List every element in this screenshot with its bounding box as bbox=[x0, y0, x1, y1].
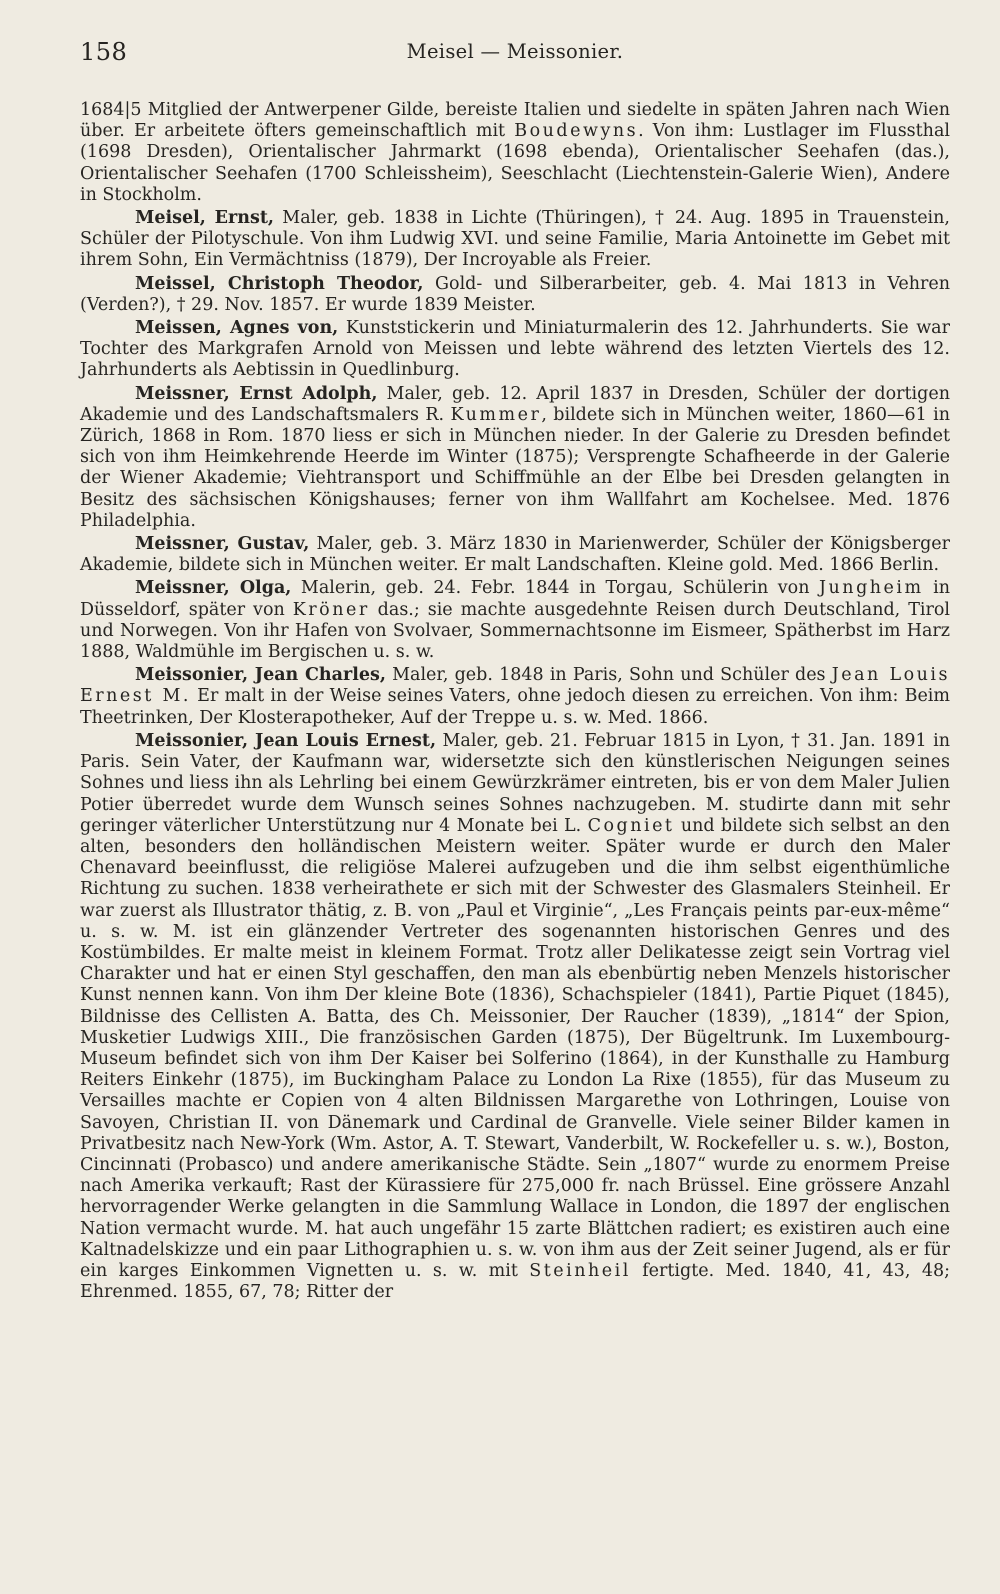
page-header bbox=[80, 38, 950, 72]
entry-name: Meissen, Agnes von, bbox=[135, 318, 339, 339]
entry-name: Meissner, Gustav, bbox=[135, 534, 310, 555]
text-body bbox=[80, 100, 950, 1305]
entry-paragraph: Meissner, Gustav, Maler, geb. 3. März 1830 in Marienwerder, Schüler der Königsberger Akademie, bildete sich in München weiter. Er malt Landschaften. Kleine gold. Med. 1866 Berlin. bbox=[80, 534, 951, 576]
entry-paragraph: Meissel, Christoph Theodor, Gold- und Silberarbeiter, geb. 4. Mai 1813 in Vehren (Verden?), † 29. Nov. 1857. Er wurde 1839 Meister. bbox=[80, 273, 950, 315]
entry-name: Meisel, Ernst, bbox=[135, 208, 274, 229]
entry-paragraph: Meissen, Agnes von, Kunststickerin und Miniaturmalerin des 12. Jahrhunderts. Sie war Tochter des Markgrafen Arnold von Meissen und lebte während des letzten Viertels des 12. Jahrhunderts als Aebtissin in Quedlinburg. bbox=[80, 318, 950, 381]
entry-paragraph: Meisel, Ernst, Maler, geb. 1838 in Lichte (Thüringen), † 24. Aug. 1895 in Trauenstein, Schüler der Pilotyschule. Von ihm Ludwig XVI. und seine Familie, Maria Antoinette im Gebet mit ihrem Sohn, Ein Vermächtniss (1879), Der Incroyable als Freier. bbox=[80, 208, 950, 271]
entry-paragraph: Meissonier, Jean Charles, Maler, geb. 1848 in Paris, Sohn und Schüler des Jean Louis Ernest M. Er malt in der Weise seines Vaters, ohne jedoch diesen zu erreichen. Von ihm: Beim Theetrinken, Der Klosterapotheker, Auf der Treppe u. s. w. Med. 1866. bbox=[80, 665, 950, 728]
entry-paragraph: Meissner, Ernst Adolph, Maler, geb. 12. April 1837 in Dresden, Schüler der dortigen Akademie und des Landschaftsmalers R. Kummer, bildete sich in München weiter, 1860—61 in Zürich, 1868 in Rom. 1870 liess er sich in München nieder. In der Galerie zu Dresden befindet sich von ihm Heimkehrende Heerde im Winter (1875); Versprengte Schafheerde in der Galerie der Wiener Akademie; Viehtransport und Schiffmühle an der Elbe bei Dresden gelangten in Besitz des sächsischen Königshauses; ferner von ihm Wallfahrt am Kochelsee. Med. 1876 Philadelphia. bbox=[80, 383, 950, 531]
entry-name: Meissel, Christoph Theodor, bbox=[135, 273, 424, 294]
entry-name: Meissner, Ernst Adolph, bbox=[135, 383, 378, 404]
entry-paragraph: Meissonier, Jean Louis Ernest, Maler, geb. 21. Februar 1815 in Lyon, † 31. Jan. 1891 in Paris. Sein Vater, der Kaufmann war, widersetzte sich den künstlerischen Neigungen seines Sohnes und liess ihn als Lehrling bei einem Gewürzkrämer eintreten, bis er von dem Maler Julien Potier überredet wurde dem Wunsch seines Sohnes nachzugeben. M. studirte dann mit sehr geringer väterlicher Unterstützung nur 4 Monate bei L. Cogniet und bildete sich selbst an den alten, besonders den holländischen Meistern weiter. Später wurde er durch den Maler Chenavard beeinflusst, die religiöse Malerei aufzugeben und die ihm selbst eigenthümliche Richtung zu suchen. 1838 verheirathete er sich mit der Schwester des Glasmalers Steinheil. Er war zuerst als Illustrator thätig, z. B. von „Paul et Virginie“, „Les Français peints par-eux-même“ u. s. w. M. ist ein glänzender Vertreter des sogenannten historischen Genres und des Kostümbildes. Er malte meist in kleinem Format. Trotz aller Delikatesse zeigt sein Vortrag viel Charakter und hat er einen Styl geschaffen, den man als ebenbürtig neben Menzels historischer Kunst nennen kann. Von ihm Der kleine Bote (1836), Schachspieler (1841), Partie Piquet (1845), Bildnisse des Cellisten A. Batta, des Ch. Meissonier, Der Raucher (1839), „1814“ der Spion, Musketier Ludwigs XIII., Die französischen Garden (1875), Der Bügeltrunk. Im Luxembourg-Museum befindet sich von ihm Der Kaiser bei Solferino (1864), in der Kunsthalle zu Hamburg Reiters Einkehr (1875), im Buckingham Palace zu London La Rixe (1855), für das Museum zu Versailles machte er Copien von 4 alten Bildnissen Margarethe von Lothringen, Louise von Savoyen, Christian II. von Dänemark und Cardinal de Granvelle. Viele seiner Bilder kamen in Privatbesitz nach New-York (Wm. Astor, A. T. Stewart, Vanderbilt, W. Rockefeller u. s. w.), Boston, Cincinnati (Probasco) und andere amerikanische Städte. Sein „1807“ wurde zu enormem Preise nach Amerika verkauft; Rast der Kürassiere für 275,000 fr. nach Brüssel. Eine grössere Anzahl hervorragender Werke gelangten in die Sammlung Wallace in London, die 1897 der englischen Nation vermacht wurde. M. hat auch ungefähr 15 zarte Blättchen radiert; es existiren auch eine Kaltnadelskizze und ein paar Lithographien u. s. w. von ihm aus der Zeit seiner Jugend, als er für ein karges Einkommen Vignetten u. s. w. mit Steinheil fertigte. Med. 1840, 41, 43, 48; Ehrenmed. 1855, 67, 78; Ritter der bbox=[80, 730, 950, 1303]
entry-paragraph: 1684|5 Mitglied der Antwerpener Gilde, bereiste Italien und siedelte in späten Jahren nach Wien über. Er arbeitete öfters gemeinschaftlich mit Boudewyns. Von ihm: Lustlager im Flussthal (1698 Dresden), Orientalischer Jahrmarkt (1698 ebenda), Orientalischer Seehafen (das.), Orientalischer Seehafen (1700 Schleissheim), Seeschlacht (Liechtenstein-Galerie Wien), Andere in Stockholm. bbox=[80, 100, 950, 205]
entry-paragraph: Meissner, Olga, Malerin, geb. 24. Febr. 1844 in Torgau, Schülerin von Jungheim in Düsseldorf, später von Kröner das.; sie machte ausgedehnte Reisen durch Deutschland, Tirol und Norwegen. Von ihr Hafen von Svolvaer, Sommernachtsonne im Eismeer, Spätherbst im Harz 1888, Waldmühle im Bergischen u. s. w. bbox=[80, 578, 950, 663]
running-head: Meisel — Meissonier. bbox=[406, 40, 624, 63]
entry-name: Meissonier, Jean Charles, bbox=[135, 665, 386, 686]
entry-name: Meissner, Olga, bbox=[135, 578, 292, 599]
page-number: 158 bbox=[80, 38, 128, 66]
entry-name: Meissonier, Jean Louis Ernest, bbox=[135, 730, 437, 751]
